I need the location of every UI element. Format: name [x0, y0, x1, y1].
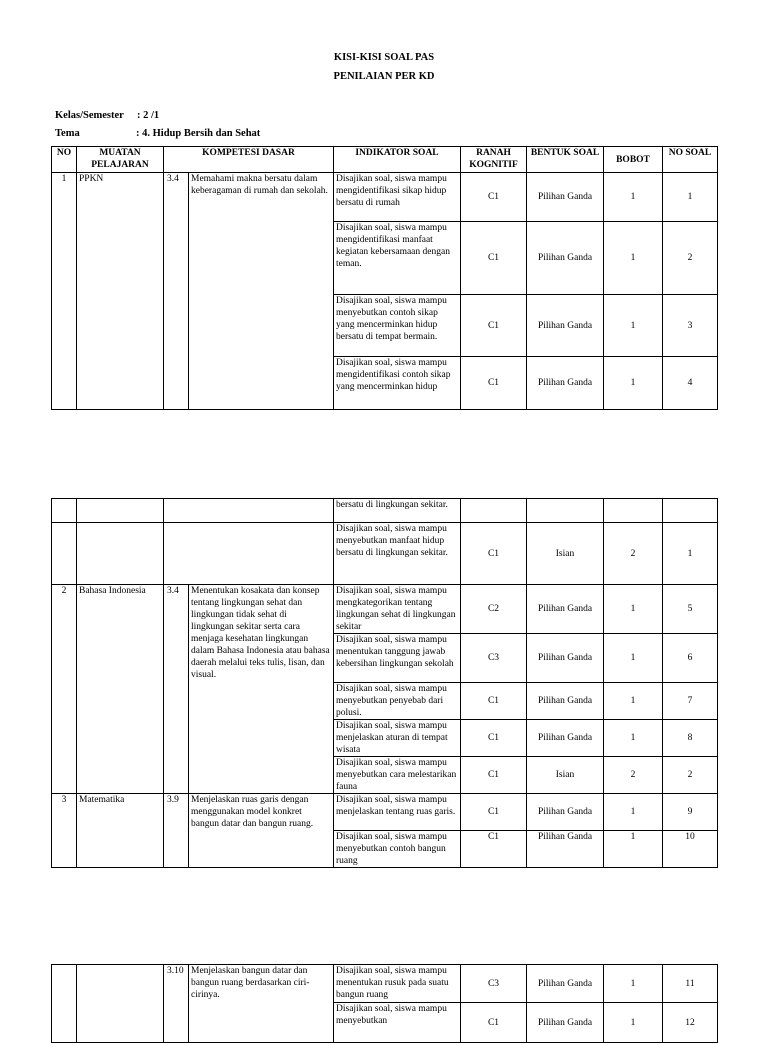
tema-value: : 4. Hidup Bersih dan Sehat: [136, 128, 261, 139]
nosoal-cell: 1: [663, 523, 718, 585]
nosoal-cell: 9: [663, 794, 718, 831]
bentuk-cell: Pilihan Ganda: [527, 634, 604, 683]
ranah-cell: C2: [461, 585, 527, 634]
ranah-cell: C1: [461, 222, 527, 295]
indikator-cell: Disajikan soal, siswa mampu menyebutkan contoh sikap yang mencerminkan hidup bersatu di tempat bermain.: [334, 295, 461, 357]
indikator-cell: bersatu di lingkungan sekitar.: [334, 499, 461, 523]
kd-number: 3.9: [164, 794, 189, 868]
nosoal-cell: 12: [663, 1003, 718, 1043]
bobot-cell: 1: [604, 585, 663, 634]
bobot-cell: 1: [604, 720, 663, 757]
nosoal-cell: 4: [663, 357, 718, 410]
ranah-cell: C3: [461, 634, 527, 683]
table-row: [52, 523, 718, 585]
muatan-cell: PPKN: [77, 173, 164, 410]
ranah-cell: C1: [461, 523, 527, 585]
bentuk-cell: Pilihan Ganda: [527, 295, 604, 357]
ranah-cell: C1: [461, 683, 527, 720]
empty-cell: [52, 499, 77, 523]
nosoal-cell: 8: [663, 720, 718, 757]
kd-number: 3.4: [164, 585, 189, 794]
indikator-cell: Disajikan soal, siswa mampu mengidentifikasi contoh sikap yang mencerminkan hidup: [334, 357, 461, 410]
indikator-cell: Disajikan soal, siswa mampu menjelaskan tentang ruas garis.: [334, 794, 461, 831]
indikator-cell: Disajikan soal, siswa mampu menentukan tanggung jawab kebersihan lingkungan sekolah: [334, 634, 461, 683]
tema-label: Tema: [55, 128, 80, 139]
document-title: KISI-KISI SOAL PAS: [333, 52, 435, 63]
table-row: [52, 794, 718, 831]
bobot-cell: 2: [604, 523, 663, 585]
table-row: [52, 965, 718, 1003]
nosoal-cell: 10: [663, 831, 718, 868]
empty-cell: [461, 499, 527, 523]
indikator-cell: Disajikan soal, siswa mampu menyebutkan: [334, 1003, 461, 1043]
bobot-cell: 1: [604, 222, 663, 295]
kelas-value: : 2 /1: [137, 110, 160, 121]
nosoal-cell: 1: [663, 173, 718, 222]
empty-cell: [52, 965, 77, 1043]
bentuk-cell: Isian: [527, 757, 604, 794]
bobot-cell: 1: [604, 965, 663, 1003]
header-bentuk: BENTUK SOAL: [527, 147, 604, 173]
table-row: [52, 173, 718, 222]
header-bobot: BOBOT: [604, 147, 663, 173]
indikator-cell: Disajikan soal, siswa mampu mengidentifikasi sikap hidup bersatu di rumah: [334, 173, 461, 222]
bentuk-cell: Pilihan Ganda: [527, 1003, 604, 1043]
kd-number: 3.4: [164, 173, 189, 410]
kd-text: Menjelaskan bangun datar dan bangun ruang berdasarkan ciri-cirinya.: [189, 965, 334, 1043]
table-row: [52, 585, 718, 634]
bobot-cell: 2: [604, 757, 663, 794]
nosoal-cell: 11: [663, 965, 718, 1003]
header-nosoal: NO SOAL: [663, 147, 718, 173]
bobot-cell: 1: [604, 173, 663, 222]
empty-cell: [527, 499, 604, 523]
empty-cell: [77, 499, 164, 523]
ranah-cell: C1: [461, 1003, 527, 1043]
ranah-cell: C1: [461, 357, 527, 410]
bobot-cell: 1: [604, 1003, 663, 1043]
ranah-cell: C1: [461, 173, 527, 222]
muatan-cell: Bahasa Indonesia: [77, 585, 164, 794]
ranah-cell: C1: [461, 794, 527, 831]
bobot-cell: 1: [604, 831, 663, 868]
indikator-cell: Disajikan soal, siswa mampu menyebutkan penyebab dari polusi.: [334, 683, 461, 720]
bobot-cell: 1: [604, 634, 663, 683]
muatan-cell: Matematika: [77, 794, 164, 868]
indikator-cell: Disajikan soal, siswa mampu menyebutkan contoh bangun ruang: [334, 831, 461, 868]
bentuk-cell: Pilihan Ganda: [527, 720, 604, 757]
bentuk-cell: Pilihan Ganda: [527, 173, 604, 222]
bentuk-cell: Pilihan Ganda: [527, 965, 604, 1003]
empty-cell: [52, 523, 77, 585]
kisi-table-page-3: [51, 964, 718, 1043]
tema-row: [55, 128, 261, 139]
empty-cell: [164, 523, 334, 585]
empty-cell: [663, 499, 718, 523]
bobot-cell: 1: [604, 794, 663, 831]
row-number: 3: [52, 794, 77, 868]
nosoal-cell: 5: [663, 585, 718, 634]
header-kompetensi: KOMPETESI DASAR: [164, 147, 334, 173]
indikator-cell: Disajikan soal, siswa mampu mengkategorikan tentang lingkungan sehat di lingkungan sekitar: [334, 585, 461, 634]
nosoal-cell: 2: [663, 222, 718, 295]
bentuk-cell: Isian: [527, 523, 604, 585]
empty-cell: [164, 499, 334, 523]
ranah-cell: C3: [461, 965, 527, 1003]
bentuk-cell: Pilihan Ganda: [527, 831, 604, 868]
bobot-cell: 1: [604, 683, 663, 720]
bobot-cell: 1: [604, 357, 663, 410]
kd-text: Menentukan kosakata dan konsep tentang lingkungan sehat dan lingkungan tidak sehat di lingkungan sekitar serta cara menjaga kesehatan lingkungan dalam Bahasa Indonesia atau bahasa daerah melalui teks tulis, lisan, dan visual.: [189, 585, 334, 794]
indikator-cell: Disajikan soal, siswa mampu menyebutkan manfaat hidup bersatu di lingkungan sekitar.: [334, 523, 461, 585]
empty-cell: [604, 499, 663, 523]
ranah-cell: C1: [461, 831, 527, 868]
bentuk-cell: Pilihan Ganda: [527, 222, 604, 295]
nosoal-cell: 6: [663, 634, 718, 683]
row-number: 2: [52, 585, 77, 794]
bentuk-cell: Pilihan Ganda: [527, 585, 604, 634]
bobot-cell: 1: [604, 295, 663, 357]
empty-cell: [77, 523, 164, 585]
bentuk-cell: Pilihan Ganda: [527, 794, 604, 831]
kisi-table-page-2: [51, 498, 718, 868]
kd-text: Menjelaskan ruas garis dengan menggunakan model konkret bangun datar dan bangun ruang.: [189, 794, 334, 868]
kelas-label: Kelas/Semester: [55, 110, 124, 121]
kd-number: 3.10: [164, 965, 189, 1043]
nosoal-cell: 7: [663, 683, 718, 720]
kd-text: Memahami makna bersatu dalam keberagaman di rumah dan sekolah.: [189, 173, 334, 410]
indikator-cell: Disajikan soal, siswa mampu menyebutkan cara melestarikan fauna: [334, 757, 461, 794]
header-indikator: INDIKATOR SOAL: [334, 147, 461, 173]
row-number: 1: [52, 173, 77, 410]
table-row-continued: [52, 499, 718, 523]
ranah-cell: C1: [461, 720, 527, 757]
indikator-cell: Disajikan soal, siswa mampu menjelaskan aturan di tempat wisata: [334, 720, 461, 757]
ranah-cell: C1: [461, 295, 527, 357]
indikator-cell: Disajikan soal, siswa mampu mengidentifikasi manfaat kegiatan kebersamaan dengan teman.: [334, 222, 461, 295]
table-header-row: [52, 147, 718, 173]
kelas-semester-row: [55, 110, 160, 121]
header-no: NO: [52, 147, 77, 173]
indikator-cell: Disajikan soal, siswa mampu menentukan rusuk pada suatu bangun ruang: [334, 965, 461, 1003]
header-muatan: MUATAN PELAJARAN: [77, 147, 164, 173]
bentuk-cell: Pilihan Ganda: [527, 683, 604, 720]
ranah-cell: C1: [461, 757, 527, 794]
nosoal-cell: 2: [663, 757, 718, 794]
kisi-table-page-1: [51, 146, 718, 410]
header-ranah: RANAH KOGNITIF: [461, 147, 527, 173]
bentuk-cell: Pilihan Ganda: [527, 357, 604, 410]
document-subtitle: PENILAIAN PER KD: [333, 71, 435, 82]
nosoal-cell: 3: [663, 295, 718, 357]
empty-cell: [77, 965, 164, 1043]
